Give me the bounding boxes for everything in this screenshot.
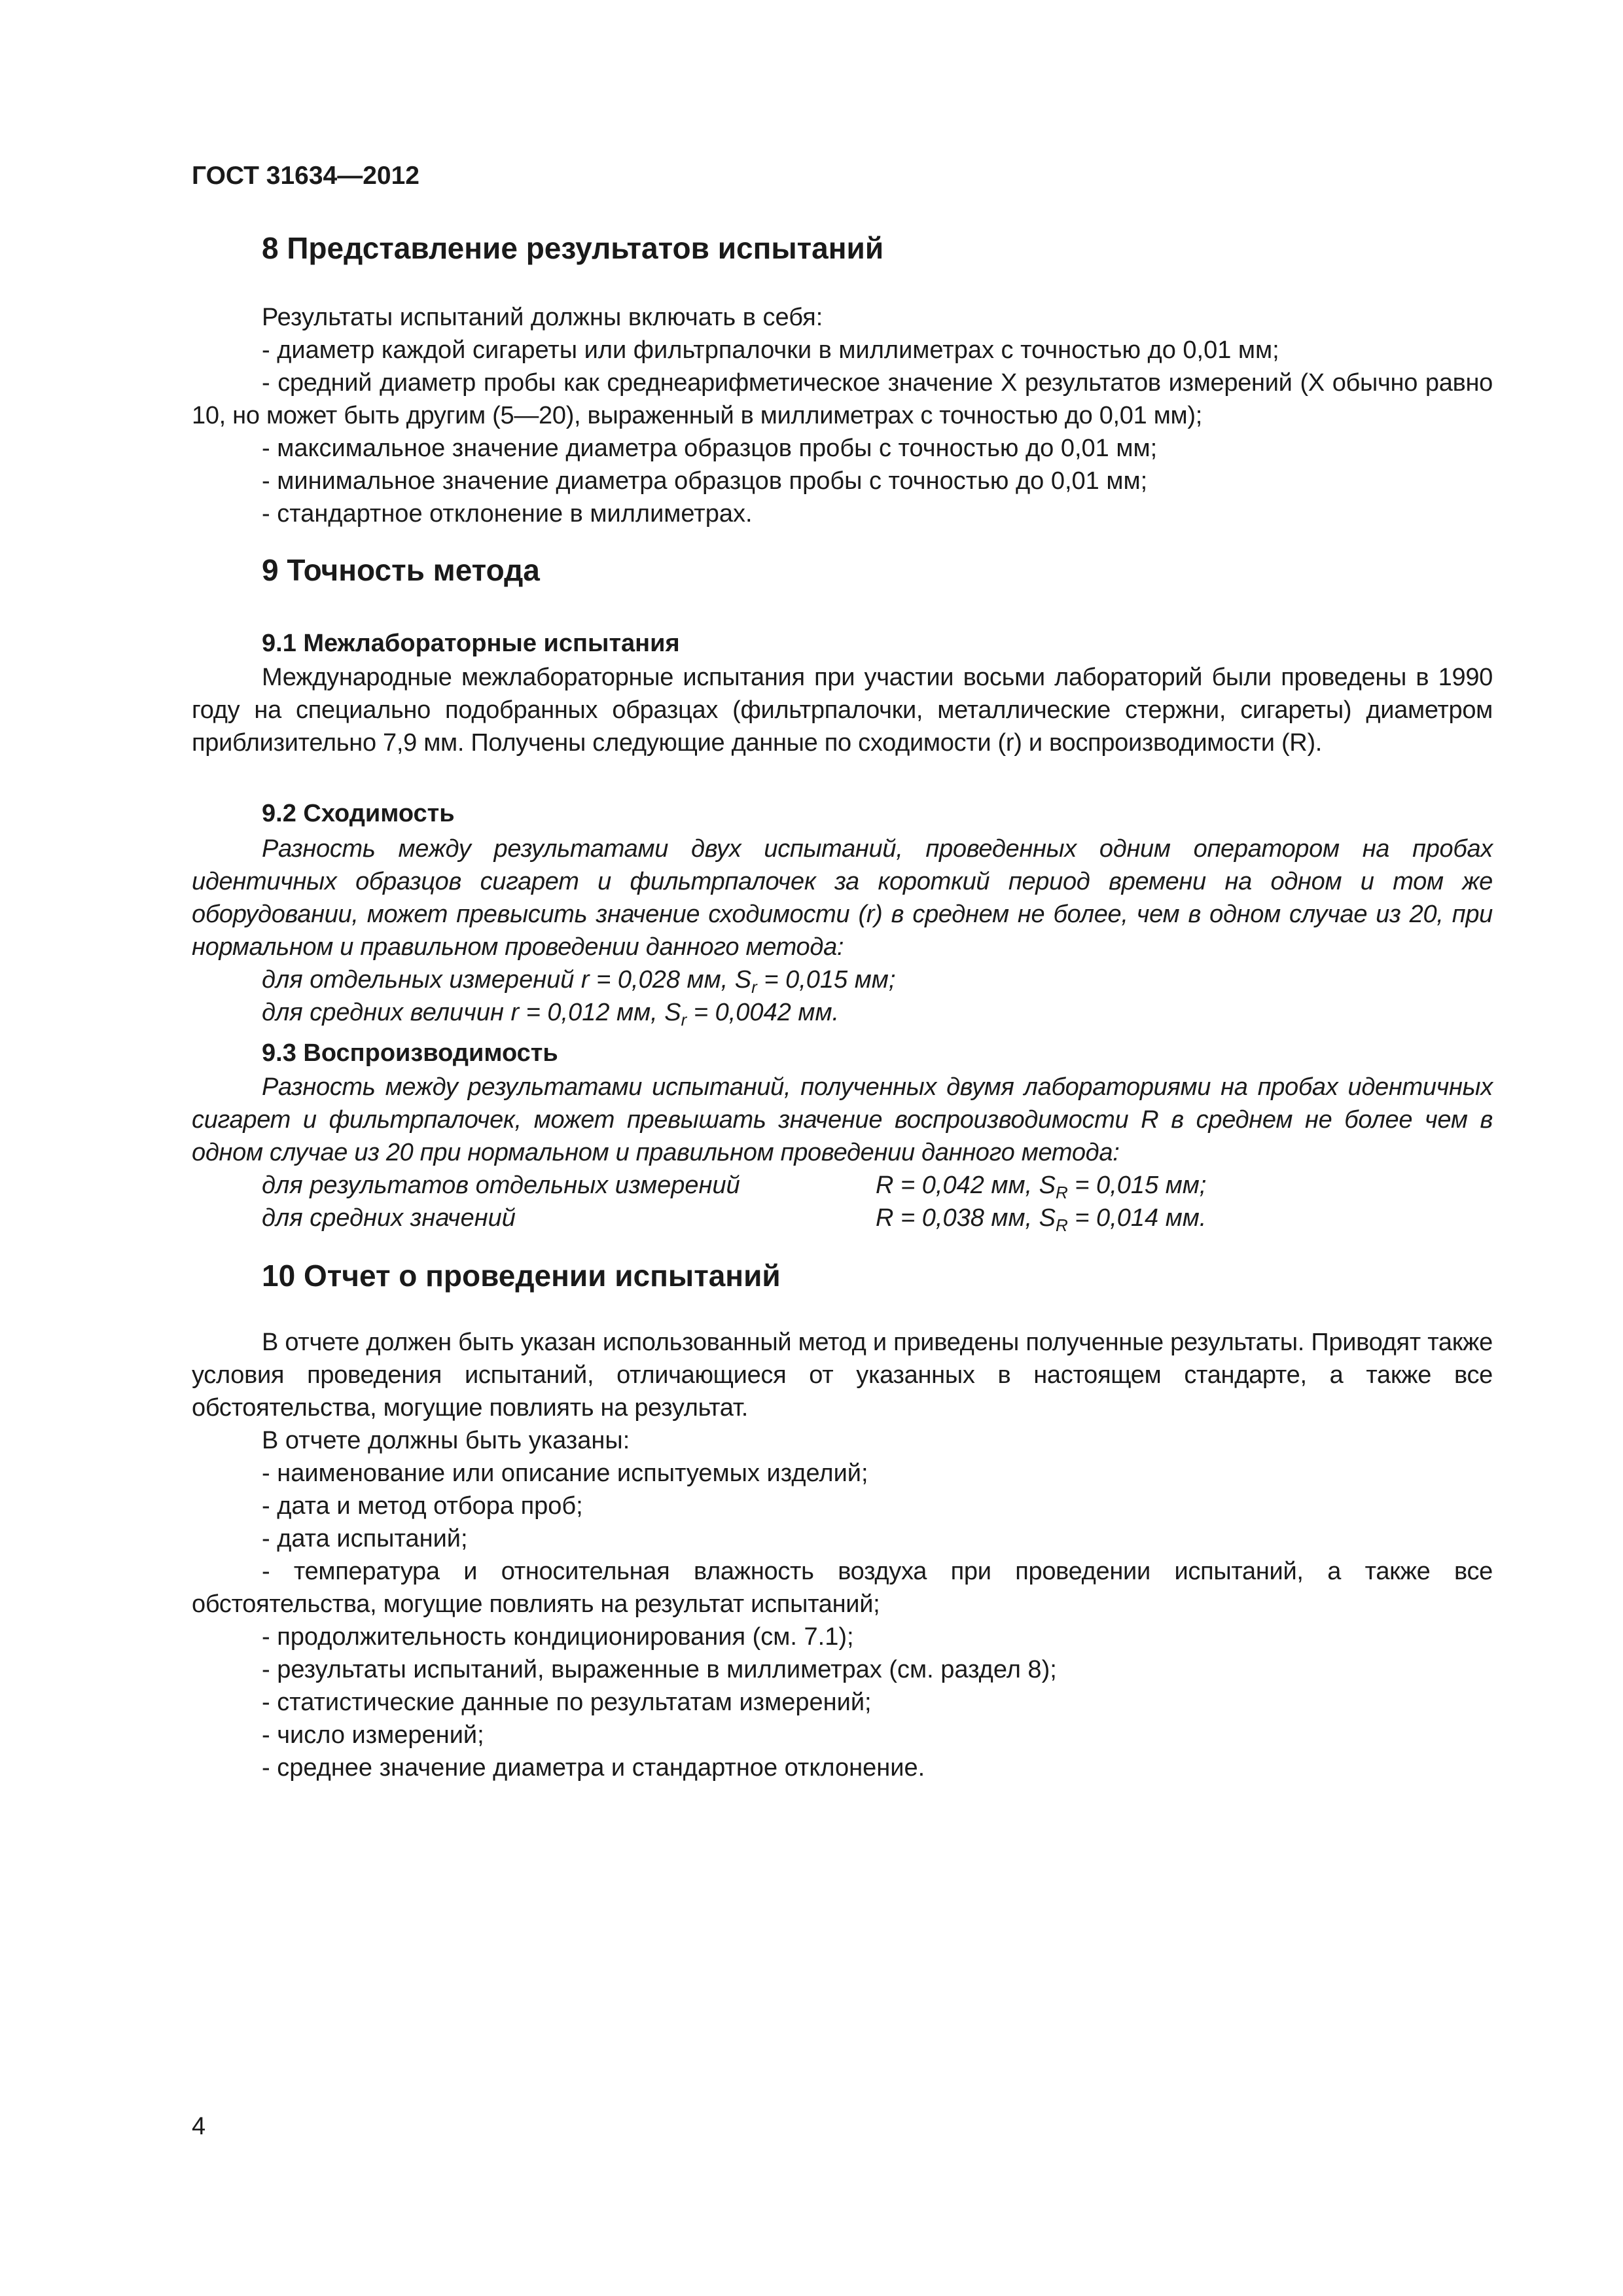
section-8-item-3: - максимальное значение диаметра образцов пробы с точностью до 0,01 мм; <box>262 435 1158 462</box>
section-8-item-4: - минимальное значение диаметра образцов пробы с точностью до 0,01 мм; <box>262 467 1148 495</box>
reproducibility-single-label: для результатов отдельных измерений <box>262 1172 740 1199</box>
section-10-paragraph-1: В отчете должен быть указан использованный метод и приведены полученные результаты. Приводят также условия проведения испытаний, отличающиеся от указанных в настоящем стандарте, а также все обстоятельства, могущие повлиять на результат. <box>192 1329 1493 1422</box>
section-9-2-title: 9.2 Сходимость <box>262 800 455 827</box>
section-8-title: 8 Представление результатов испытаний <box>262 231 884 265</box>
repeatability-single: для отдельных измерений r = 0,028 мм, $S_r = 0,015$ мм; <box>262 966 896 997</box>
document-id: ГОСТ 31634—2012 <box>192 162 419 190</box>
section-10-item-5: - продолжительность кондиционирования (см. 7.1); <box>262 1623 854 1651</box>
section-8-item-2: - средний диаметр пробы как среднеарифметическое значение X результатов измерений (X обычно равно 10, но может быть другим (5—20), выраженный в миллиметрах с точностью до 0,01 мм); <box>192 369 1493 429</box>
section-10-paragraph-2: В отчете должны быть указаны: <box>262 1427 630 1454</box>
section-10-item-8: - число измерений; <box>262 1721 484 1749</box>
reproducibility-single-value: R = 0,042 мм, $S_R = 0,015$ мм; <box>876 1172 1207 1202</box>
section-10-item-6: - результаты испытаний, выраженные в миллиметрах (см. раздел 8); <box>262 1656 1057 1683</box>
section-10-item-9: - среднее значение диаметра и стандартное отклонение. <box>262 1754 925 1782</box>
section-9-title: 9 Точность метода <box>262 553 540 587</box>
section-10-item-4: - температура и относительная влажность воздуха при проведении испытаний, а также все обстоятельства, могущие повлиять на результат испытаний; <box>192 1558 1493 1618</box>
repeatability-mean: для средних величин r = 0,012 мм, $S_r = 0,0042$ мм. <box>262 999 840 1030</box>
section-9-2-text: Разность между результатами двух испытаний, проведенных одним оператором на пробах идентичных образцов сигарет и фильтрпалочек за короткий период времени на одном и том же оборудовании, может превысить значение сходимости (r) в среднем не более, чем в одном случае из 20, при нормальном и правильном проведении данного метода: <box>192 835 1493 961</box>
reproducibility-mean-value: R = 0,038 мм, $S_R = 0,014$ мм. <box>876 1204 1207 1235</box>
section-10-item-7: - статистические данные по результатам измерений; <box>262 1689 872 1716</box>
section-10-item-1: - наименование или описание испытуемых изделий; <box>262 1460 868 1487</box>
reproducibility-mean-label: для средних значений <box>262 1204 516 1232</box>
section-9-1-title: 9.1 Межлабораторные испытания <box>262 630 680 657</box>
section-10-title: 10 Отчет о проведении испытаний <box>262 1259 781 1293</box>
page-number: 4 <box>192 2113 206 2140</box>
section-8-intro: Результаты испытаний должны включать в себя: <box>262 304 823 331</box>
section-9-3-title: 9.3 Воспроизводимость <box>262 1039 558 1067</box>
section-10-item-3: - дата испытаний; <box>262 1525 468 1552</box>
section-8-item-1: - диаметр каждой сигареты или фильтрпалочки в миллиметрах с точностью до 0,01 мм; <box>262 336 1279 364</box>
section-8-item-5: - стандартное отклонение в миллиметрах. <box>262 500 753 528</box>
section-9-1-text: Международные межлабораторные испытания при участии восьми лабораторий были проведены в 1990 году на специально подобранных образцах (фильтрпалочки, металлические стержни, сигареты) диаметром приблизительно 7,9 мм. Получены следующие данные по сходимости (r) и воспроизводимости (R). <box>192 664 1493 757</box>
section-10-item-2: - дата и метод отбора проб; <box>262 1492 583 1520</box>
section-9-3-text: Разность между результатами испытаний, полученных двумя лабораториями на пробах идентичных сигарет и фильтрпалочек, может превышать значение воспроизводимости R в среднем не более чем в одном случае из 20 при нормальном и правильном проведении данного метода: <box>192 1073 1493 1166</box>
